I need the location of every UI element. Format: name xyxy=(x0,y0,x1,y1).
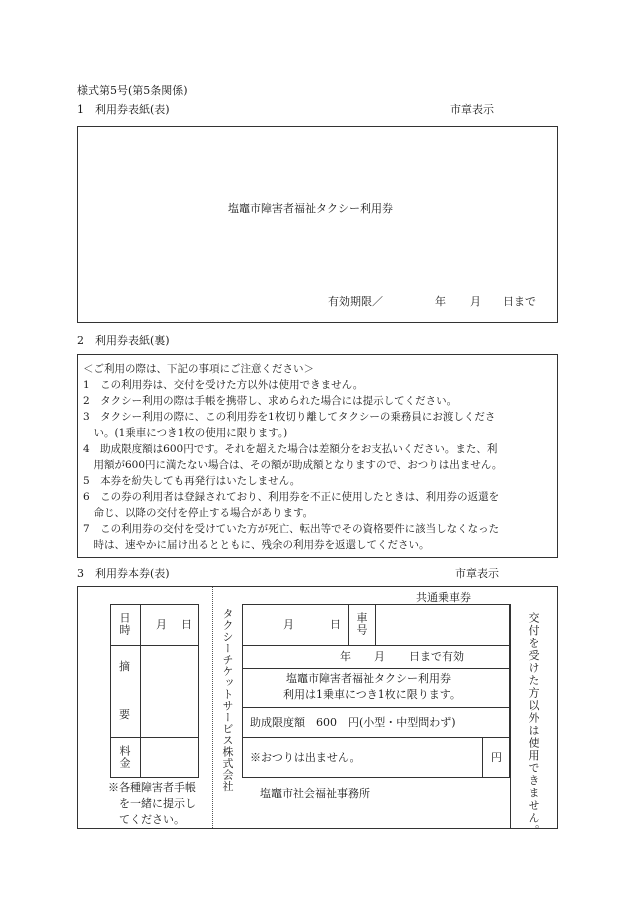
side-column-border xyxy=(510,604,511,828)
ticket-limit-note: 利用は1乗車につき1枚に限ります。 xyxy=(283,688,461,701)
stub-note-line: てください。 xyxy=(119,813,185,826)
stub-fee-label: 料金 xyxy=(118,745,131,769)
note-line: 4 助成限度額は600円です。それを超えた場合は差額分をお支払いください。また、利 xyxy=(83,443,498,455)
yen-label: 円 xyxy=(491,751,502,764)
car-number-label: 車号 xyxy=(355,612,368,636)
expiry-year: 年 xyxy=(435,295,446,308)
note-line: い。(1乗車につき1枚の使用に限ります。) xyxy=(83,427,288,439)
usage-notes xyxy=(83,361,502,553)
stub-note-line: を一緒に提示し xyxy=(119,797,196,810)
main-divider xyxy=(242,707,510,708)
valid-year: 年 xyxy=(340,650,351,663)
issuing-office: 塩竈市社会福祉事務所 xyxy=(260,787,370,800)
note-line: 2 タクシー利用の際は手帳を携帯し、求められた場合には提示してください。 xyxy=(83,395,458,407)
ticket-title: 塩竈市障害者福祉タクシー利用券 xyxy=(286,672,451,685)
perforation-line xyxy=(212,587,213,828)
expiry-month: 月 xyxy=(470,295,481,308)
no-change-note: ※おつりは出ません。 xyxy=(250,751,361,764)
section-1-seal-label: 市章表示 xyxy=(450,103,494,116)
company-name: タクシーチケットサービス株式会社 xyxy=(221,608,234,792)
stub-summary-bottom: 要 xyxy=(119,708,130,721)
section-1-title: 1 利用券表紙(表) xyxy=(77,103,170,116)
main-month: 月 xyxy=(283,618,294,631)
note-line: 3 タクシー利用の際に、この利用券を1枚切り離してタクシーの乗務員にお渡しくださ xyxy=(83,411,496,423)
main-day: 日 xyxy=(330,618,341,631)
note-line: 時は、速やかに届け出るとともに、残余の利用券を返還してください。 xyxy=(83,539,430,551)
stub-divider xyxy=(110,645,199,646)
note-line: 用額が600円に満たない場合は、その額が助成額となりますので、おつりは出ません。 xyxy=(83,459,503,471)
valid-month: 月 xyxy=(374,650,385,663)
stub-divider xyxy=(110,737,199,738)
side-note: 交付を受けた方以外は使用できません。 xyxy=(527,612,540,837)
stub-day: 日 xyxy=(181,618,192,631)
notes-heading: ＜ご利用の際は、下記の事項にご注意ください＞ xyxy=(83,363,314,375)
note-line: 5 本券を紛失しても再発行はいたしません。 xyxy=(83,475,301,487)
subsidy-amount: 助成限度額 600 円(小型・中型問わず) xyxy=(250,716,456,729)
stub-month: 月 xyxy=(156,618,167,631)
note-line: 7 この利用券の交付を受けていた方が死亡、転出等でその資格要件に該当しなくなった xyxy=(83,523,500,535)
section-3-seal-label: 市章表示 xyxy=(455,567,499,580)
cover-front-box xyxy=(77,126,558,323)
common-ticket-label: 共通乗車券 xyxy=(416,591,471,604)
stub-note-line: ※各種障害者手帳 xyxy=(108,781,196,794)
main-divider xyxy=(242,645,510,646)
form-number: 様式第5号(第5条関係) xyxy=(77,84,188,97)
valid-until: 日まで有効 xyxy=(409,650,464,663)
cover-back-box xyxy=(77,354,558,558)
expiry-label: 有効期限／ xyxy=(328,295,383,308)
note-line: 命じ、以降の交付を停止する場合があります。 xyxy=(83,507,314,519)
stub-summary-top: 摘 xyxy=(119,660,130,673)
main-divider xyxy=(375,604,376,645)
expiry-until: 日まで xyxy=(503,295,536,308)
cover-title: 塩竈市障害者福祉タクシー利用券 xyxy=(228,202,393,215)
main-divider xyxy=(348,604,349,645)
note-line: 1 この利用券は、交付を受けた方以外は使用できません。 xyxy=(83,379,364,391)
stub-divider xyxy=(140,604,141,778)
stub-datetime-label: 日時 xyxy=(118,612,131,636)
section-3-title: 3 利用券本券(表) xyxy=(77,567,170,580)
main-divider xyxy=(242,737,510,738)
section-2-title: 2 利用券表紙(裏) xyxy=(77,334,170,347)
note-line: 6 この券の利用者は登録されており、利用券を不正に使用したときは、利用券の返還を xyxy=(83,491,500,503)
main-divider xyxy=(242,668,510,669)
main-divider xyxy=(482,737,483,778)
